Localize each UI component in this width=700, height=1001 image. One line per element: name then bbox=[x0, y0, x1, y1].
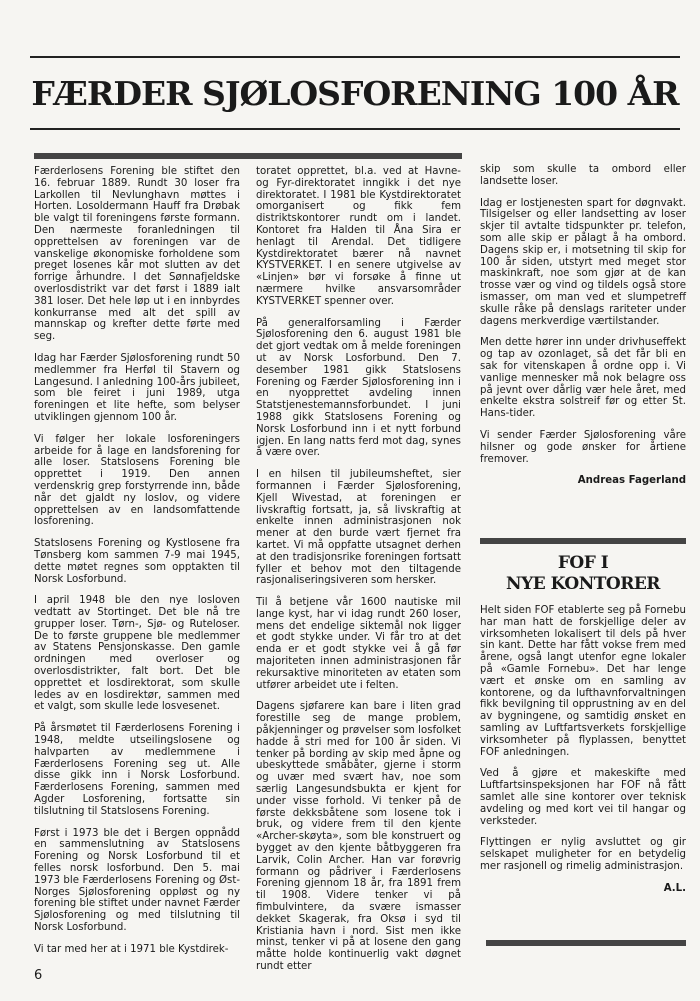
paragraph: skip som skulle ta ombord eller landsette loser. bbox=[480, 164, 686, 187]
box-signature: A.L. bbox=[663, 882, 686, 894]
page-number: 6 bbox=[34, 968, 43, 983]
paragraph: Vi følger her lokale losforeningers arbeide for å lage en landsforening for alle loser. Statslosens Forening ble opprettet i 1919. Den annen verdenskrig grep forstyrrende inn, både når det gjaldt ny loslov, og videre opprettelsen av en landsomfattende losforening. bbox=[34, 433, 240, 528]
article-signature: Andreas Fagerland bbox=[577, 475, 686, 487]
paragraph: Dagens sjøfarere kan bare i liten grad forestille seg de mange problem, påkjenninger og prøvelser som losfolket hadde å stri med for 100 år siden. Vi tenker på bording av skip med åpne og ubeskyttede småbåter, gjerne i storm og uvær med svært hav, noe som særlig Langesundsbukta er kjent for under visse forhold. Vi tenker på de første dekksbåtene som losene tok i bruk, og videre frem til den kjente «Archer-skøyta», som ble konstruert og bygget av den kjente båtbyggeren fra Larvik, Colin Archer. Han var forøvrig formann og pådriver i Færderlosens Forening gjennom 18 år, fra 1891 frem til 1908. Videre tenker vi på fimbulvintere, da svære ismasser dekket Skagerak, fra Oksø i syd til Kristiania havn i nord. Sist men ikke minst, tenker vi på at losene den gang måtte holde kontinuerlig vakt døgnet rundt etter bbox=[256, 701, 461, 972]
paragraph: Vi tar med her at i 1971 ble Kystdirek- bbox=[34, 943, 229, 955]
paragraph: Idag er lostjenesten spart for døgnvakt. Tilsigelser og eller landsetting av loser skjer til avtalte tidspunkter pr. telefon, som alle skip er pålagt å ha ombord. Dagens skip er, i motsetning til skip for 100 år siden, utstyrt med meget stor maskinkraft, noe som gjør at de kan trosse vær og vind og tildels også store ismasser, om man ved et slumpetreff skulle råke på denslags rariteter under dagens merkverdige værtilstander. bbox=[480, 197, 686, 327]
article-column-1 bbox=[34, 166, 240, 966]
paragraph: Først i 1973 ble det i Bergen oppnådd en sammenslutning av Statslosens Forening og Norsk Losforbund til et felles norsk losforbund. Den 5. mai 1973 ble Færderlosens Forening og Øst-Norges Sjølosforening oppløst og ny forening ble stiftet under navnet Færder Sjølosforening og med tilslutning til Norsk Losforbund. bbox=[34, 827, 240, 934]
divider-rule-box-top bbox=[480, 538, 686, 544]
news-box-fof bbox=[480, 553, 686, 895]
divider-rule-left bbox=[34, 153, 462, 159]
paragraph: På årsmøtet til Færderlosens Forening i 1948, meldte utseilingslosene og halvparten av medlemmene i Færderlosens Forening seg ut. Alle disse gikk inn i Norsk Losforbund. Færderlosens Forening, sammen med Agder Losforening, fortsatte sin tilslutning til Statslosens Forening. bbox=[34, 723, 240, 817]
paragraph: Til å betjene vår 1600 nautiske mil lange kyst, har vi idag rundt 260 loser, mens det endelige siktemål nok ligger et godt stykke under. Vi får tro at det enda er et godt stykke vei å gå før majoriteten innen administrasjonen får rekursaktive minoriteten av etaten som utfører arbeidet ute i felten. bbox=[256, 597, 461, 691]
paragraph: I april 1948 ble den nye losloven vedtatt av Stortinget. Det ble nå tre grupper loser. Tørn-, Sjø- og Ruteloser. De to første gruppene ble medlemmer av Statens Pensjonskasse. Den gamle ordningen med overloser og overlosdistrikter, falt bort. Det ble opprettet et losdirektorat, som skulle ledes av en losdirektør, sammen med et valgt, som skulle lede losvesenet. bbox=[34, 595, 240, 713]
paragraph: toratet opprettet, bl.a. ved at Havne- og Fyr-direktoratet inngikk i det nye direktoratet. I 1981 ble Kystdirektoratet omorganisert og fikk fem distriktskontorer rundt om i landet. Kontoret fra Halden til Åna Sira er henlagt til Arendal. Det tidligere Kystdirektoratet bærer nå navnet KYSTVERKET. I en senere utgivelse av «Linjen» bør vi forsøke å finne ut nærmere hvilke ansvarsområder KYSTVERKET spenner over. bbox=[256, 166, 461, 307]
box-title bbox=[480, 553, 686, 595]
article-column-3 bbox=[480, 164, 686, 487]
paragraph: Færderlosens Forening ble stiftet den 16. februar 1889. Rundt 30 loser fra Larkollen til Nevlunghavn møttes i Horten. Losoldermann Hauff fra Drøbak ble valgt til foreningens første formann. Den nærmeste foranledningen til opprettelsen av foreningen var de vanskelige økonomiske forholdene som preget losenes kår mot slutten av det forrige århundre. I det Sønnafjeldske overlosdistrikt var det først i 1889 ialt 381 loser. Det hele løp ut i en innbyrdes konkurranse med alt det spill av mannskap og krefter dette førte med seg. bbox=[34, 166, 240, 343]
paragraph: I en hilsen til jubileumsheftet, sier formannen i Færder Sjølosforening, Kjell Wivestad, at foreningen er livskraftig fortsatt, ja, så livskraftig at enkelte innen administrasjonen nok mener at den burde vært fjernet fra kartet. Vi må oppfatte utsagnet derhen at den tradisjonsrike foreningen fortsatt fyller et behov mot den tiltagende rasjonaliseringsiveren som hersker. bbox=[256, 469, 461, 587]
paragraph: Idag har Færder Sjølosforening rundt 50 medlemmer fra Herføl til Stavern og Langesund. I anledning 100-års jubileet, som ble feiret i juni 1989, utga foreningen et lite hefte, som belyser utviklingen gjennom 100 år. bbox=[34, 352, 240, 423]
paragraph: Flyttingen er nylig avsluttet og gir selskapet muligheter for en betydelig mer rasjonell og rimelig administrasjon. bbox=[480, 837, 686, 872]
article-column-2 bbox=[256, 166, 461, 983]
paragraph: Men dette hører inn under drivhuseffekt og tap av ozonlaget, så det får bli en sak for vitenskapen å ordne opp i. Vi vanlige mennesker må nok belagre oss på jevnt over dårlig vær hele året, med enkelte ekstra solstreif før og etter St. Hans-tider. bbox=[480, 337, 686, 420]
page-title: FÆRDER SJØLOSFORENING 100 ÅR bbox=[31, 73, 679, 113]
box-title-line-2: NYE KONTORER bbox=[506, 574, 660, 594]
headline-banner bbox=[30, 56, 680, 130]
paragraph: Ved å gjøre et makeskifte med Luftfartsinspeksjonen har FOF nå fått samlet alle sine kontorer over teknisk avdeling og med kort vei til hangar og verksteder. bbox=[480, 768, 686, 827]
paragraph: Helt siden FOF etablerte seg på Fornebu har man hatt de forskjellige deler av virksomheten lokalisert til dels på hver sin kant. Dette har fått vokse frem med årene, også langt utenfor egne lokaler på «Gamle Fornebu». Det har lenge vært et ønske om en samling av kontorene, og da lufthavnforvaltningen fikk bevilgning til opprustning av en del av bygningene, og samtidig ønsket en samling av Luftfartsverkets forskjellige virksomheter på flyplassen, benyttet FOF anledningen. bbox=[480, 605, 686, 758]
paragraph: På generalforsamling i Færder Sjølosforening den 6. august 1981 ble det gjort vedtak om å melde foreningen ut av Norsk Losforbund. Den 7. desember 1981 gikk Statslosens Forening og Færder Sjølosforening inn i en nyopprettet avdeling innen Statstjenestemannsforbundet. I juni 1988 gikk Statslosens Forening og Norsk Losforbund inn i et nytt forbund igjen. En lang natts ferd mot dag, synes å være over. bbox=[256, 317, 461, 459]
paragraph: Vi sender Færder Sjølosforening våre hilsner og gode ønsker for årtiene fremover. bbox=[480, 429, 686, 465]
divider-rule-box-bottom bbox=[486, 940, 686, 946]
paragraph: Statslosens Forening og Kystlosene fra Tønsberg kom sammen 7-9 mai 1945, dette møtet regnes som opptakten til Norsk Losforbund. bbox=[34, 538, 240, 585]
box-title-line-1: FOF I bbox=[557, 553, 609, 573]
